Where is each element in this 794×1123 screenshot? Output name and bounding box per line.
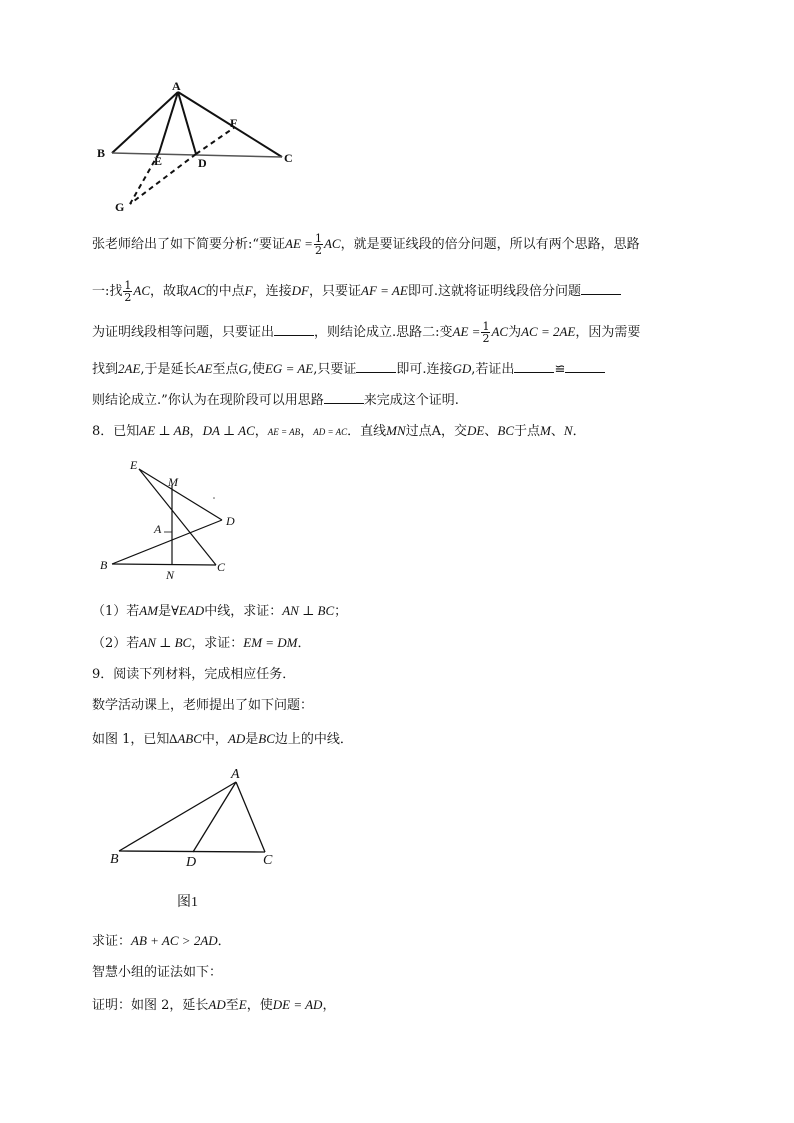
math: E	[238, 997, 247, 1012]
label-b: B	[100, 558, 108, 572]
figure-q8	[92, 455, 252, 585]
label-b: B	[110, 852, 119, 867]
analysis-line-2	[92, 280, 621, 303]
math: AB + AC > 2AD	[131, 933, 218, 948]
label-m: M	[168, 475, 178, 489]
analysis-line-4	[92, 360, 605, 379]
text: ，	[300, 424, 314, 439]
label-a: A	[172, 80, 181, 93]
question-9-proof	[92, 996, 335, 1015]
text: ．	[572, 424, 586, 439]
stray-dot	[213, 497, 215, 499]
label-d: D	[226, 514, 235, 528]
text: 为	[508, 325, 522, 340]
text: 9．阅读下列材料，完成相应任务．	[92, 667, 296, 682]
text: ，	[254, 424, 268, 439]
text: ,于是延长	[140, 362, 197, 377]
math: MN	[386, 423, 406, 438]
math: AN ⊥ BC	[282, 603, 335, 618]
text: 为证明线段相等问题，只要证出	[92, 325, 275, 340]
question-8-part-2	[92, 634, 311, 653]
math: AE =	[285, 236, 313, 251]
text: 边上的中线．	[274, 732, 353, 747]
math: G	[238, 361, 248, 376]
text: 、	[484, 424, 498, 439]
math: BC	[497, 423, 515, 438]
text: （2）若	[92, 636, 140, 651]
text: ．直线	[347, 424, 387, 439]
text: 于点	[514, 424, 541, 439]
label-a: A	[154, 522, 162, 536]
math: AM	[139, 603, 159, 618]
text: 过点A，交	[405, 424, 468, 439]
answer-blank[interactable]	[514, 360, 554, 373]
text: 是	[245, 732, 259, 747]
fraction-half: $\frac{1}{2}$	[314, 232, 322, 257]
text: 一:找	[92, 284, 123, 299]
math: AF = AE	[361, 283, 408, 298]
question-8-part-1	[92, 602, 347, 621]
math: 2AE	[118, 361, 141, 376]
question-9-line-2	[92, 730, 353, 749]
text: ，只要证	[308, 284, 361, 299]
text: 是	[158, 604, 172, 619]
text: ，则结论成立.思路二:变	[314, 325, 453, 340]
math: F	[244, 283, 253, 298]
math: AC	[323, 236, 341, 251]
congruent-symbol: ≌	[554, 362, 566, 377]
text: 找到	[92, 362, 119, 377]
question-9-group	[92, 964, 222, 982]
math: ∀EAD	[171, 603, 205, 618]
math: DA ⊥ AC	[202, 423, 255, 438]
text: ．	[217, 934, 231, 949]
question-9-prove	[92, 932, 231, 951]
math: AC	[133, 283, 151, 298]
text: ，因为需要	[575, 325, 641, 340]
text: ，	[322, 998, 336, 1013]
analysis-line-3	[92, 321, 640, 344]
math: AN ⊥ BC	[139, 635, 192, 650]
answer-blank[interactable]	[565, 360, 605, 373]
answer-blank[interactable]	[274, 323, 314, 336]
text: 则结论成立.”你认为在现阶段可以用思路	[92, 393, 324, 408]
answer-blank[interactable]	[581, 282, 621, 295]
math: DF	[291, 283, 309, 298]
math: M	[540, 423, 551, 438]
text: 即可.连接	[396, 362, 453, 377]
math: EM = DM	[243, 635, 298, 650]
question-8-statement	[92, 422, 586, 441]
text: ，故取	[150, 284, 190, 299]
fraction-half: $\frac{1}{2}$	[482, 320, 490, 345]
math: AE = AB	[267, 427, 301, 437]
text: ，求证：	[191, 636, 244, 651]
label-f: F	[230, 116, 238, 130]
label-a: A	[231, 767, 240, 782]
text: ．	[297, 636, 311, 651]
analysis-line-1	[92, 233, 640, 256]
math: AC	[491, 324, 509, 339]
text: ，就是要证线段的倍分问题，所以有两个思路，思路	[340, 237, 640, 252]
label-e: E	[130, 458, 138, 472]
text: ，连接	[252, 284, 292, 299]
text: 来完成这个证明.	[363, 393, 459, 408]
text: ,只要证	[313, 362, 357, 377]
text: 至点	[212, 362, 239, 377]
math: GD	[452, 361, 472, 376]
text: ,若证出	[471, 362, 515, 377]
label-c: C	[217, 560, 226, 574]
math: AC = 2AE	[521, 324, 576, 339]
math: ∆ABC	[169, 731, 202, 746]
label-n: N	[166, 568, 175, 582]
analysis-line-5	[92, 391, 459, 410]
text: 中，	[201, 732, 228, 747]
label-c: C	[263, 853, 273, 868]
text: 求证：	[92, 934, 132, 949]
text: 如图 1，已知	[92, 732, 170, 747]
text: 张老师给出了如下简要分析:“要证	[92, 237, 286, 252]
math: AE ⊥ AB	[139, 423, 190, 438]
math: AE =	[452, 324, 481, 339]
label-e: E	[154, 154, 163, 168]
answer-blank[interactable]	[324, 391, 364, 404]
label-d: D	[198, 156, 207, 170]
figure-1-triangle	[105, 760, 295, 915]
question-9-line-1	[92, 697, 313, 715]
text: 的中点	[205, 284, 245, 299]
math: BC	[258, 731, 275, 746]
text: 8．已知	[92, 424, 140, 439]
label-d: D	[186, 855, 197, 870]
figure-triangle-abc-dashed	[92, 80, 312, 215]
text: ；	[334, 604, 348, 619]
text: 、	[550, 424, 564, 439]
text: 证明：如图 2，延长	[92, 998, 209, 1013]
text: 至	[225, 998, 239, 1013]
math: DE	[467, 423, 485, 438]
question-9-title	[92, 666, 295, 684]
fraction-half: $\frac{1}{2}$	[124, 279, 132, 304]
math: EG = AE	[264, 361, 314, 376]
text: 智慧小组的证法如下：	[92, 965, 223, 980]
figure-caption: 图1	[177, 895, 198, 910]
label-g: G	[115, 200, 125, 214]
answer-blank[interactable]	[356, 360, 396, 373]
math: DE = AD	[272, 997, 323, 1012]
text: 中线，求证：	[204, 604, 283, 619]
text: ，使	[246, 998, 273, 1013]
text: ，	[189, 424, 203, 439]
math: AD	[227, 731, 246, 746]
math: AD = AC	[313, 427, 348, 437]
label-c: C	[284, 151, 293, 165]
text: 数学活动课上，老师提出了如下问题：	[92, 698, 314, 713]
text: ,使	[247, 362, 265, 377]
math: N	[563, 423, 573, 438]
math: AC	[189, 283, 206, 298]
text: 即可.这就将证明线段倍分问题	[407, 284, 581, 299]
math: AD	[208, 997, 226, 1012]
text: （1）若	[92, 604, 140, 619]
label-b: B	[97, 146, 106, 160]
math: AE	[196, 361, 213, 376]
